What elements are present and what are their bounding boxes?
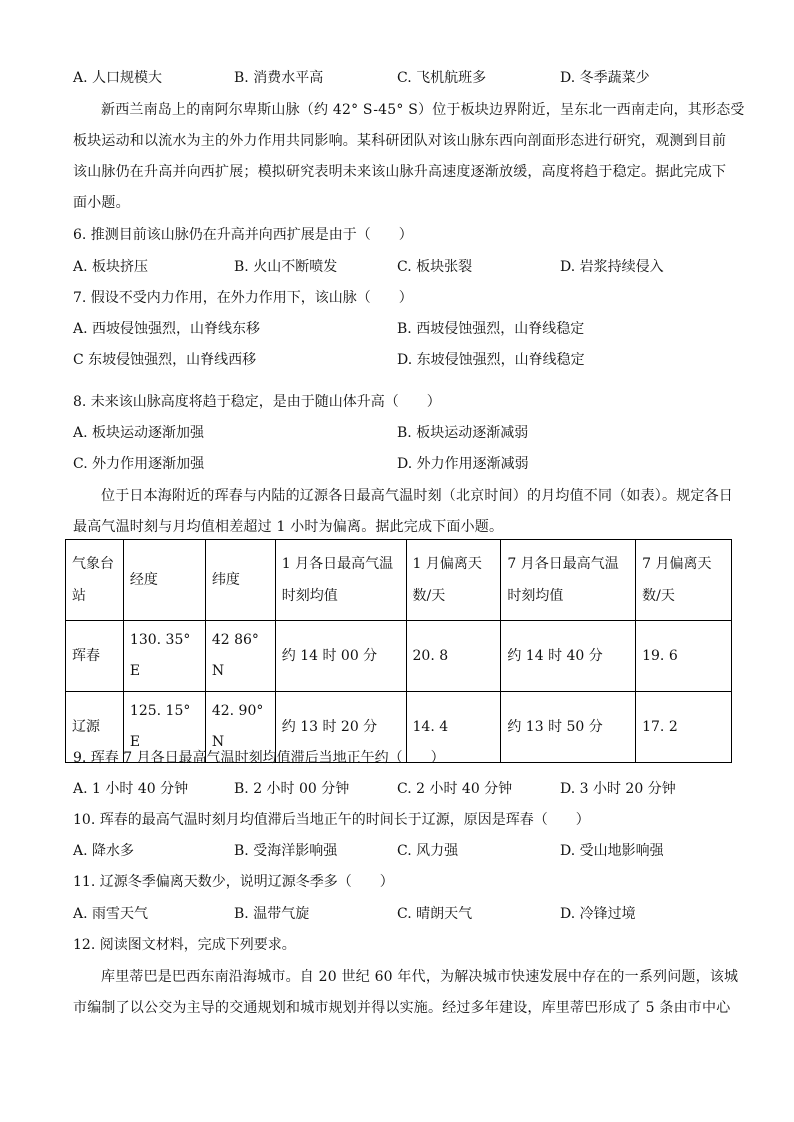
passage2-line-1: 位于日本海附近的珲春与内陆的辽源各日最高气温时刻（北京时间）的月均值不同（如表）。规定各日 — [101, 488, 733, 504]
table-cell: 珲春 — [66, 621, 124, 692]
q6-option-d: D. 岩浆持续侵入 — [560, 259, 664, 275]
q6-question: 6. 推测目前该山脉仍在升高并向西扩展是由于（ ） — [73, 227, 413, 243]
q11-option-d: D. 冷锋过境 — [560, 906, 636, 922]
q7-option-b: B. 西坡侵蚀强烈，山脊线稳定 — [397, 321, 585, 337]
q5-option-c: C. 飞机航班多 — [397, 70, 487, 86]
q11-option-b: B. 温带气旋 — [234, 906, 310, 922]
q7-question: 7. 假设不受内力作用，在外力作用下，该山脉（ ） — [73, 290, 413, 306]
table-cell: 约 14 时 00 分 — [275, 621, 406, 692]
q6-option-c: C. 板块张裂 — [397, 259, 473, 275]
q11-question: 11. 辽源冬季偏离天数少，说明辽源冬季多（ ） — [73, 874, 394, 890]
q5-option-d: D. 冬季蔬菜少 — [560, 70, 650, 86]
passage1-line-4: 面小题。 — [73, 195, 130, 211]
q11-option-a: A. 雨雪天气 — [73, 906, 149, 922]
table-cell: 20. 8 — [406, 621, 501, 692]
q7-option-c: C 东坡侵蚀强烈，山脊线西移 — [73, 352, 257, 368]
q9-option-d: D. 3 小时 20 分钟 — [560, 781, 676, 797]
table-cell: 17. 2 — [636, 692, 732, 763]
q9-option-c: C. 2 小时 40 分钟 — [397, 781, 513, 797]
q10-question: 10. 珲春的最高气温时刻月均值滞后当地正午的时间长于辽源，原因是珲春（ ） — [73, 812, 590, 828]
table-header-row — [66, 540, 732, 621]
q8-option-a: A. 板块运动逐渐加强 — [73, 425, 205, 441]
passage3-line-1: 库里蒂巴是巴西东南沿海城市。自 20 世纪 60 年代，为解决城市快速发展中存在的一系列问题，该城 — [101, 969, 739, 985]
header-jan-mean: 1 月各日最高气温时刻均值 — [275, 540, 406, 621]
table-row — [66, 621, 732, 692]
table-cell: 125. 15° E — [123, 692, 205, 763]
table-cell: 42. 90° N — [205, 692, 275, 763]
q8-option-d: D. 外力作用逐渐减弱 — [397, 456, 529, 472]
weather-station-table — [65, 539, 732, 763]
table-cell: 14. 4 — [406, 692, 501, 763]
header-jan-deviation: 1 月偏离天数/天 — [406, 540, 501, 621]
q8-question: 8. 未来该山脉高度将趋于稳定，是由于随山体升高（ ） — [73, 394, 441, 410]
q7-option-d: D. 东坡侵蚀强烈，山脊线稳定 — [397, 352, 585, 368]
q11-option-c: C. 晴朗天气 — [397, 906, 473, 922]
table-cell: 130. 35° E — [123, 621, 205, 692]
passage3-line-2: 市编制了以公交为主导的交通规划和城市规划并得以实施。经过多年建设，库里蒂巴形成了 5 条由市中心 — [73, 1000, 731, 1016]
q7-option-a: A. 西坡侵蚀强烈，山脊线东移 — [73, 321, 261, 337]
q10-option-a: A. 降水多 — [73, 843, 135, 859]
q9-question: 9. 珲春 7 月各日最高气温时刻均值滞后当地正午约（ ） — [73, 750, 445, 766]
passage1-line-2: 板块运动和以流水为主的外力作用共同影响。某科研团队对该山脉东西向剖面形态进行研究，观测到目前 — [73, 133, 727, 149]
table-cell: 约 13 时 20 分 — [275, 692, 406, 763]
table-cell: 辽源 — [66, 692, 124, 763]
q12-question: 12. 阅读图文材料，完成下列要求。 — [73, 937, 296, 953]
q5-option-a: A. 人口规模大 — [73, 70, 163, 86]
table-cell: 42 86° N — [205, 621, 275, 692]
q9-option-a: A. 1 小时 40 分钟 — [73, 781, 189, 797]
q9-option-b: B. 2 小时 00 分钟 — [234, 781, 350, 797]
header-latitude: 纬度 — [205, 540, 275, 621]
q5-option-b: B. 消费水平高 — [234, 70, 324, 86]
header-jul-deviation: 7 月偏离天数/天 — [636, 540, 732, 621]
table-cell: 约 14 时 40 分 — [501, 621, 636, 692]
q6-option-b: B. 火山不断喷发 — [234, 259, 338, 275]
passage2-line-2: 最高气温时刻与月均值相差超过 1 小时为偏离。据此完成下面小题。 — [73, 519, 504, 535]
q10-option-b: B. 受海洋影响强 — [234, 843, 338, 859]
table-cell: 约 13 时 50 分 — [501, 692, 636, 763]
passage1-line-1: 新西兰南岛上的南阿尔卑斯山脉（约 42° S-45° S）位于板块边界附近，呈东北一西南走向，其形态受 — [101, 102, 745, 118]
q10-option-c: C. 风力强 — [397, 843, 459, 859]
passage1-line-3: 该山脉仍在升高并向西扩展；模拟研究表明未来该山脉升高速度逐渐放缓，高度将趋于稳定。据此完成下 — [73, 164, 727, 180]
q8-option-b: B. 板块运动逐渐减弱 — [397, 425, 529, 441]
header-station: 气象台站 — [66, 540, 124, 621]
q8-option-c: C. 外力作用逐渐加强 — [73, 456, 205, 472]
q10-option-d: D. 受山地影响强 — [560, 843, 664, 859]
table-cell: 19. 6 — [636, 621, 732, 692]
header-jul-mean: 7 月各日最高气温时刻均值 — [501, 540, 636, 621]
header-longitude: 经度 — [123, 540, 205, 621]
q6-option-a: A. 板块挤压 — [73, 259, 149, 275]
